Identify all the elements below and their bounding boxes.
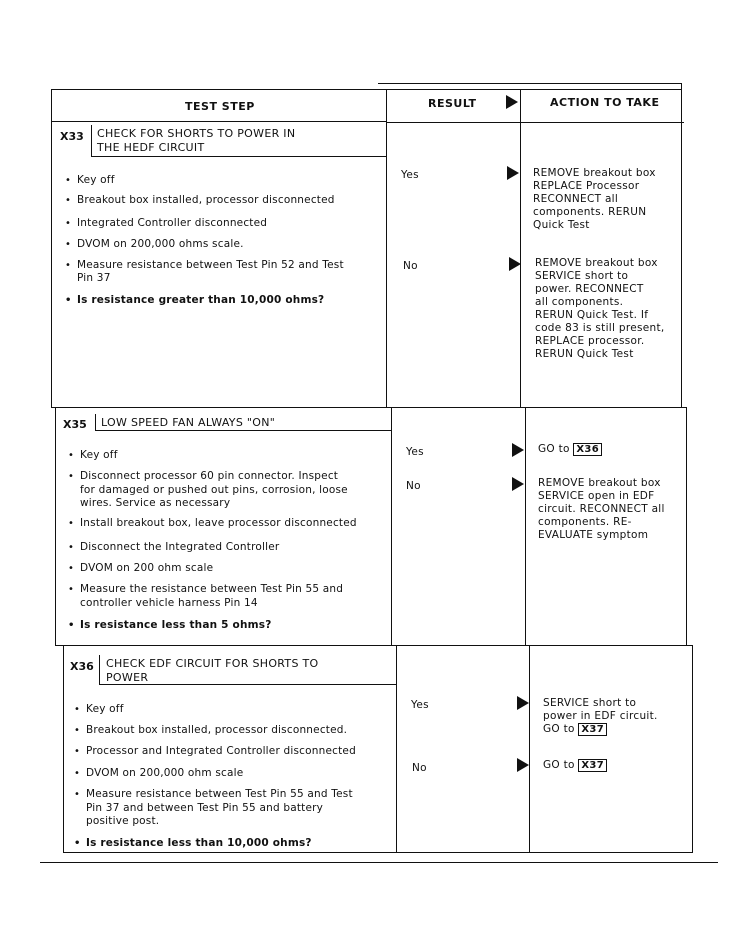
x35-yes-arrow-icon	[512, 443, 524, 457]
x35-code-divider	[95, 414, 96, 431]
x36-step-2: • Breakout box installed, processor disconnected.	[72, 724, 347, 737]
x35-step-2-cont1-text: for damaged or pushed out pins, corrosion, loose	[80, 484, 348, 496]
x35-title-underline	[95, 430, 391, 431]
x35-result-no: No	[406, 480, 421, 492]
header-test-step: TEST STEP	[185, 100, 255, 113]
table-bottom-border	[63, 852, 692, 853]
x36-action-no	[543, 759, 607, 772]
x35-step-6-cont	[66, 597, 258, 610]
x33-result-yes: Yes	[401, 169, 419, 181]
x33-step-5-cont-text: Pin 37	[77, 272, 111, 284]
x35-result-yes: Yes	[406, 446, 424, 458]
x35-step-6-cont-text: controller vehicle harness Pin 14	[80, 597, 258, 609]
section-divider-1	[51, 407, 686, 408]
x36-step-5-cont2-text: positive post.	[86, 815, 160, 827]
table-top-border-right	[378, 83, 681, 84]
x36-step-1: • Key off	[72, 703, 124, 716]
col-divider-2	[391, 407, 392, 645]
x36-question: • Is resistance less than 10,000 ohms?	[72, 837, 312, 850]
x33-result-no: No	[403, 260, 418, 272]
page-bottom-rule	[40, 862, 718, 863]
x35-title: LOW SPEED FAN ALWAYS "ON"	[101, 416, 276, 429]
x35-step-2-cont2-text: wires. Service as necessary	[80, 497, 231, 509]
right-border-3	[692, 645, 693, 853]
x35-step-5: • DVOM on 200 ohm scale	[66, 562, 213, 575]
col-divider-4	[520, 89, 521, 407]
table-top-border	[51, 89, 681, 90]
x36-step-5-cont1-text: Pin 37 and between Test Pin 55 and battery	[86, 802, 324, 814]
x36-step-5-cont1	[72, 802, 323, 815]
x33-question: • Is resistance greater than 10,000 ohms?	[63, 294, 324, 307]
x36-no-goto-x37-link[interactable]: X37	[578, 759, 607, 772]
x35-step-2-cont2	[66, 497, 230, 510]
x33-title-underline	[91, 156, 386, 157]
x33-step-5-cont	[63, 272, 111, 285]
x36-step-5-cont2	[72, 815, 159, 828]
x35-step-6: • Measure the resistance between Test Pin 55 and	[66, 583, 343, 596]
header-action: ACTION TO TAKE	[550, 96, 660, 109]
x35-action-no: REMOVE breakout box SERVICE open in EDF circuit. RECONNECT all components. RE- EVALUATE symptom	[538, 477, 665, 541]
right-border-1	[681, 83, 682, 407]
x35-code: X35	[63, 418, 87, 431]
header-divider-right	[386, 122, 684, 123]
x33-step-2: • Breakout box installed, processor disconnected	[63, 194, 335, 207]
x36-code: X36	[70, 660, 94, 673]
x35-no-arrow-icon	[512, 477, 524, 491]
x33-yes-arrow-icon	[507, 166, 519, 180]
x33-title-line1: CHECK FOR SHORTS TO POWER IN	[97, 127, 296, 140]
x33-no-arrow-icon	[509, 257, 521, 271]
left-border-1	[51, 89, 52, 407]
col-divider-6	[529, 645, 530, 853]
x35-step-2-cont1	[66, 484, 348, 497]
section-divider-2	[55, 645, 692, 646]
x35-question: • Is resistance less than 5 ohms?	[66, 619, 272, 632]
x36-step-3: • Processor and Integrated Controller disconnected	[72, 745, 356, 758]
x33-title-line2: THE HEDF CIRCUIT	[97, 141, 205, 154]
col-divider-3	[396, 645, 397, 853]
x36-action-yes-prefix: GO to	[543, 723, 575, 735]
x33-step-4: • DVOM on 200,000 ohms scale.	[63, 238, 244, 251]
header-result: RESULT	[428, 97, 477, 110]
x33-code: X33	[60, 130, 84, 143]
header-arrow-icon	[506, 95, 518, 109]
x36-step-5: • Measure resistance between Test Pin 55 and Test	[72, 788, 353, 801]
left-border-2	[55, 407, 56, 645]
x35-step-1: • Key off	[66, 449, 118, 462]
x35-action-yes-prefix: GO to	[538, 443, 570, 455]
right-border-2	[686, 407, 687, 645]
x33-code-divider	[91, 125, 92, 157]
x36-title-line1: CHECK EDF CIRCUIT FOR SHORTS TO	[106, 657, 319, 670]
x35-step-2: • Disconnect processor 60 pin connector. Inspect	[66, 470, 338, 483]
x33-step-3: • Integrated Controller disconnected	[63, 217, 267, 230]
x36-title-line2: POWER	[106, 671, 149, 684]
x33-step-1: • Key off	[63, 174, 115, 187]
x35-action-yes	[538, 443, 602, 456]
left-border-3	[63, 645, 64, 853]
x36-yes-arrow-icon	[517, 696, 529, 710]
x36-step-4: • DVOM on 200,000 ohm scale	[72, 767, 243, 780]
header-divider-left	[51, 121, 386, 122]
x36-action-yes-text: SERVICE short to power in EDF circuit.	[543, 697, 658, 722]
x36-action-no-prefix: GO to	[543, 759, 575, 771]
x35-goto-x36-link[interactable]: X36	[573, 443, 602, 456]
x33-action-yes: REMOVE breakout box REPLACE Processor RECONNECT all components. RERUN Quick Test	[533, 167, 656, 231]
x36-code-divider	[99, 655, 100, 685]
x36-yes-goto-x37-link[interactable]: X37	[578, 723, 607, 736]
x36-result-no: No	[412, 762, 427, 774]
x35-step-3: • Install breakout box, leave processor disconnected	[66, 517, 357, 530]
x33-step-5: • Measure resistance between Test Pin 52 and Test	[63, 259, 344, 272]
col-divider-1	[386, 89, 387, 407]
x35-step-4: • Disconnect the Integrated Controller	[66, 541, 279, 554]
x36-action-yes	[543, 697, 658, 736]
x36-result-yes: Yes	[411, 699, 429, 711]
col-divider-5	[525, 407, 526, 645]
x36-no-arrow-icon	[517, 758, 529, 772]
x33-action-no: REMOVE breakout box SERVICE short to power. RECONNECT all components. RERUN Quick Test. If code 83 is still present, REPLACE processor. RERUN Quick Test	[535, 257, 665, 360]
